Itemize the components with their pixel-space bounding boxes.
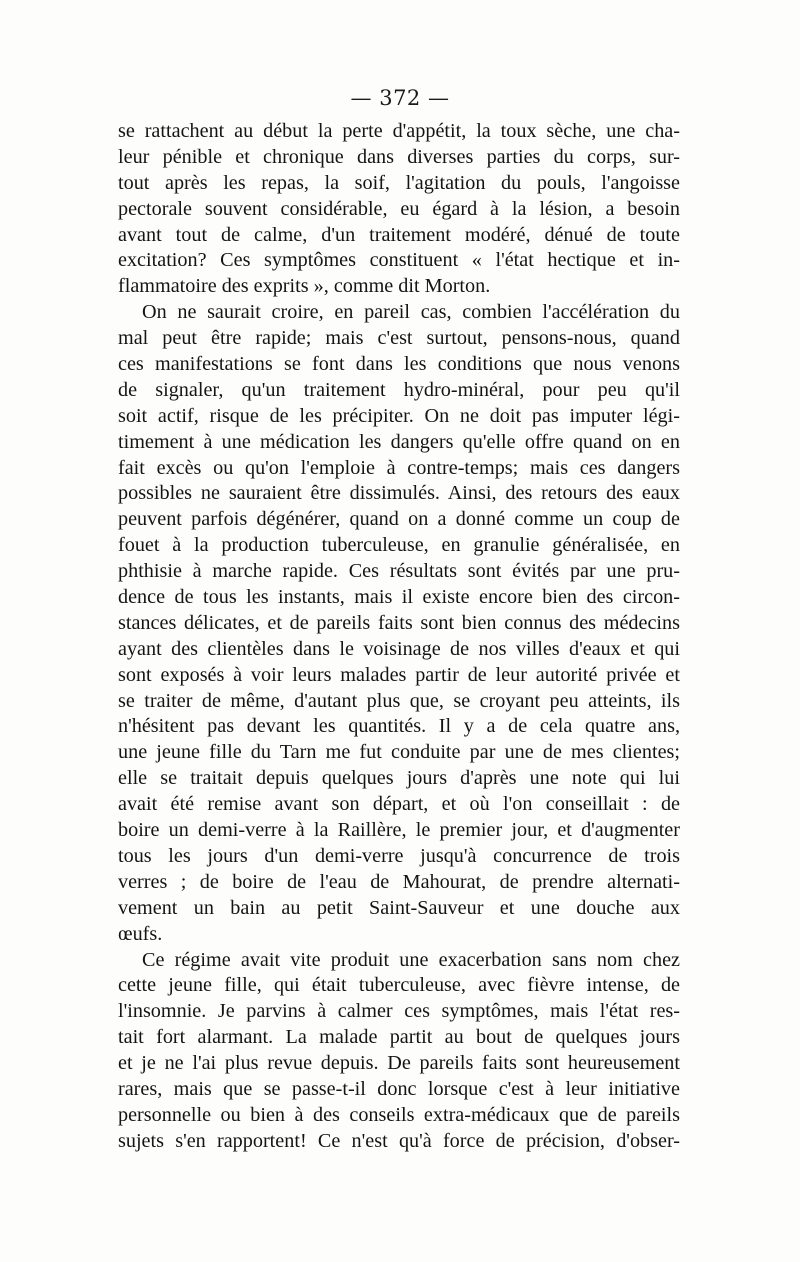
- text-line: sont exposés à voir leurs malades partir de leur autorité privée et: [118, 663, 680, 686]
- text-line: tait fort alarmant. La malade partit au bout de quelques jours: [118, 1026, 680, 1049]
- text-line: ces manifestations se font dans les conditions que nous venons: [118, 353, 680, 376]
- text-line: soit actif, risque de les précipiter. On ne doit pas imputer légi-: [118, 404, 680, 427]
- text-line: une jeune fille du Tarn me fut conduite par une de mes clientes;: [118, 741, 680, 764]
- text-line: possibles ne sauraient être dissimulés. Ainsi, des retours des eaux: [118, 482, 680, 505]
- text-line: Ce régime avait vite produit une exacerbation sans nom chez: [142, 948, 680, 971]
- body-text: [118, 119, 680, 1155]
- text-line: cette jeune fille, qui était tuberculeuse, avec fièvre intense, de: [118, 974, 680, 997]
- page-number: — 372 —: [350, 86, 450, 110]
- text-line: n'hésitent pas devant les quantités. Il y a de cela quatre ans,: [118, 715, 680, 738]
- text-line: On ne saurait croire, en pareil cas, combien l'accélération du: [142, 301, 680, 324]
- text-line: se rattachent au début la perte d'appétit, la toux sèche, une cha-: [118, 120, 680, 142]
- text-line: mal peut être rapide; mais c'est surtout, pensons-nous, quand: [118, 327, 680, 350]
- text-line: tous les jours d'un demi-verre jusqu'à concurrence de trois: [118, 844, 680, 867]
- text-line: leur pénible et chronique dans diverses parties du corps, sur-: [118, 145, 680, 168]
- text-line: de signaler, qu'un traitement hydro-minéral, pour peu qu'il: [118, 378, 680, 401]
- text-line: personnelle ou bien à des conseils extra-médicaux que de pareils: [118, 1103, 680, 1126]
- text-line: vement un bain au petit Saint-Sauveur et une douche aux: [118, 896, 680, 919]
- text-line: pectorale souvent considérable, eu égard à la lésion, a besoin: [118, 197, 680, 220]
- text-line: dence de tous les instants, mais il existe encore bien des circon-: [118, 586, 680, 609]
- text-line: rares, mais que se passe-t-il donc lorsque c'est à leur initiative: [118, 1077, 680, 1100]
- text-line: peuvent parfois dégénérer, quand on a donné comme un coup de: [118, 508, 680, 531]
- text-line: flammatoire des exprits », comme dit Morton.: [118, 275, 491, 298]
- text-line: se traiter de même, d'autant plus que, se croyant peu atteints, ils: [118, 689, 680, 712]
- text-line: stances délicates, et de pareils faits sont bien connus des médecins: [118, 611, 680, 634]
- text-line: sujets s'en rapportent! Ce n'est qu'à force de précision, d'obser-: [118, 1129, 680, 1152]
- text-line: elle se traitait depuis quelques jours d'après une note qui lui: [118, 767, 680, 790]
- text-line: ayant des clientèles dans le voisinage de nos villes d'eaux et qui: [118, 637, 680, 660]
- text-line: œufs.: [118, 922, 163, 945]
- text-line: phthisie à marche rapide. Ces résultats sont évités par une pru-: [118, 560, 680, 583]
- text-line: verres ; de boire de l'eau de Mahourat, de prendre alternati-: [118, 870, 680, 893]
- text-line: l'insomnie. Je parvins à calmer ces symptômes, mais l'état res-: [118, 1000, 680, 1023]
- text-line: excitation? Ces symptômes constituent « l'état hectique et in-: [118, 249, 680, 272]
- text-line: boire un demi-verre à la Raillère, le premier jour, et d'augmenter: [118, 819, 680, 842]
- text-line: avant tout de calme, d'un traitement modéré, dénué de toute: [118, 223, 680, 246]
- text-line: fouet à la production tuberculeuse, en granulie généralisée, en: [118, 534, 680, 557]
- text-line: fait excès ou qu'on l'emploie à contre-temps; mais ces dangers: [118, 456, 680, 479]
- text-line: timement à une médication les dangers qu'elle offre quand on en: [118, 430, 680, 453]
- text-line: et je ne l'ai plus revue depuis. De pareils faits sont heureusement: [118, 1052, 680, 1075]
- text-line: tout après les repas, la soif, l'agitation du pouls, l'angoisse: [118, 171, 680, 194]
- text-line: avait été remise avant son départ, et où l'on conseillait : de: [118, 793, 680, 816]
